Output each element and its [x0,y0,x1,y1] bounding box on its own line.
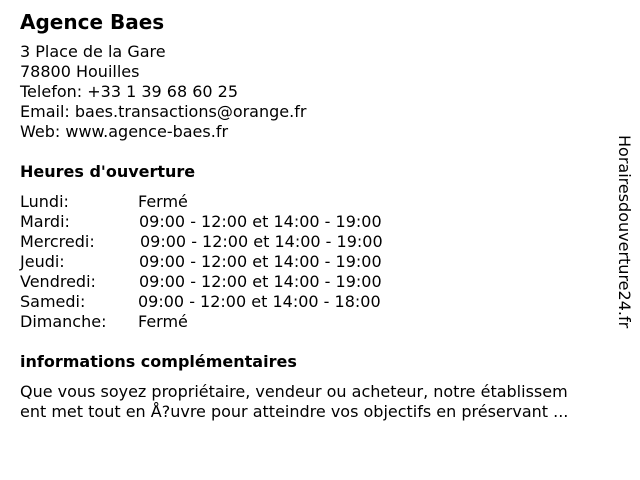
additional-info-title: informations complémentaires [20,352,297,371]
day-hours: Fermé [138,192,188,211]
email-address: Email: baes.transactions@orange.fr [20,102,307,121]
hours-row-friday [20,272,620,292]
day-hours: Fermé [138,312,188,331]
day-label: Jeudi: [20,252,65,271]
hours-row-tuesday [20,212,620,232]
hours-row-sunday [20,312,620,332]
day-label: Lundi: [20,192,69,211]
day-hours: 09:00 - 12:00 et 14:00 - 19:00 [139,212,382,231]
day-hours: 09:00 - 12:00 et 14:00 - 19:00 [139,272,382,291]
city-postcode: 78800 Houilles [20,62,140,81]
day-label: Vendredi: [20,272,96,291]
hours-row-thursday [20,252,620,272]
watermark-text: Horairesdouverture24.fr [615,135,634,329]
day-label: Dimanche: [20,312,107,331]
phone-number: Telefon: +33 1 39 68 60 25 [20,82,239,101]
day-label: Mardi: [20,212,70,231]
street-address: 3 Place de la Gare [20,42,166,61]
day-hours: 09:00 - 12:00 et 14:00 - 19:00 [140,232,383,251]
hours-row-wednesday [20,232,620,252]
hours-row-monday [20,192,620,212]
additional-info-text: Que vous soyez propriétaire, vendeur ou acheteur, notre établissem ent met tout en Å?uvre pour atteindre vos objectifs en préservant ... [20,382,569,421]
opening-hours-list [20,192,620,332]
day-label: Mercredi: [20,232,95,251]
day-label: Samedi: [20,292,86,311]
website-address: Web: www.agence-baes.fr [20,122,229,141]
hours-row-saturday [20,292,620,312]
opening-hours-title: Heures d'ouverture [20,162,196,181]
day-hours: 09:00 - 12:00 et 14:00 - 18:00 [138,292,381,311]
site-watermark [614,135,634,375]
business-name: Agence Baes [20,10,165,34]
day-hours: 09:00 - 12:00 et 14:00 - 19:00 [139,252,382,271]
address-block [20,42,620,142]
business-card [20,8,620,422]
